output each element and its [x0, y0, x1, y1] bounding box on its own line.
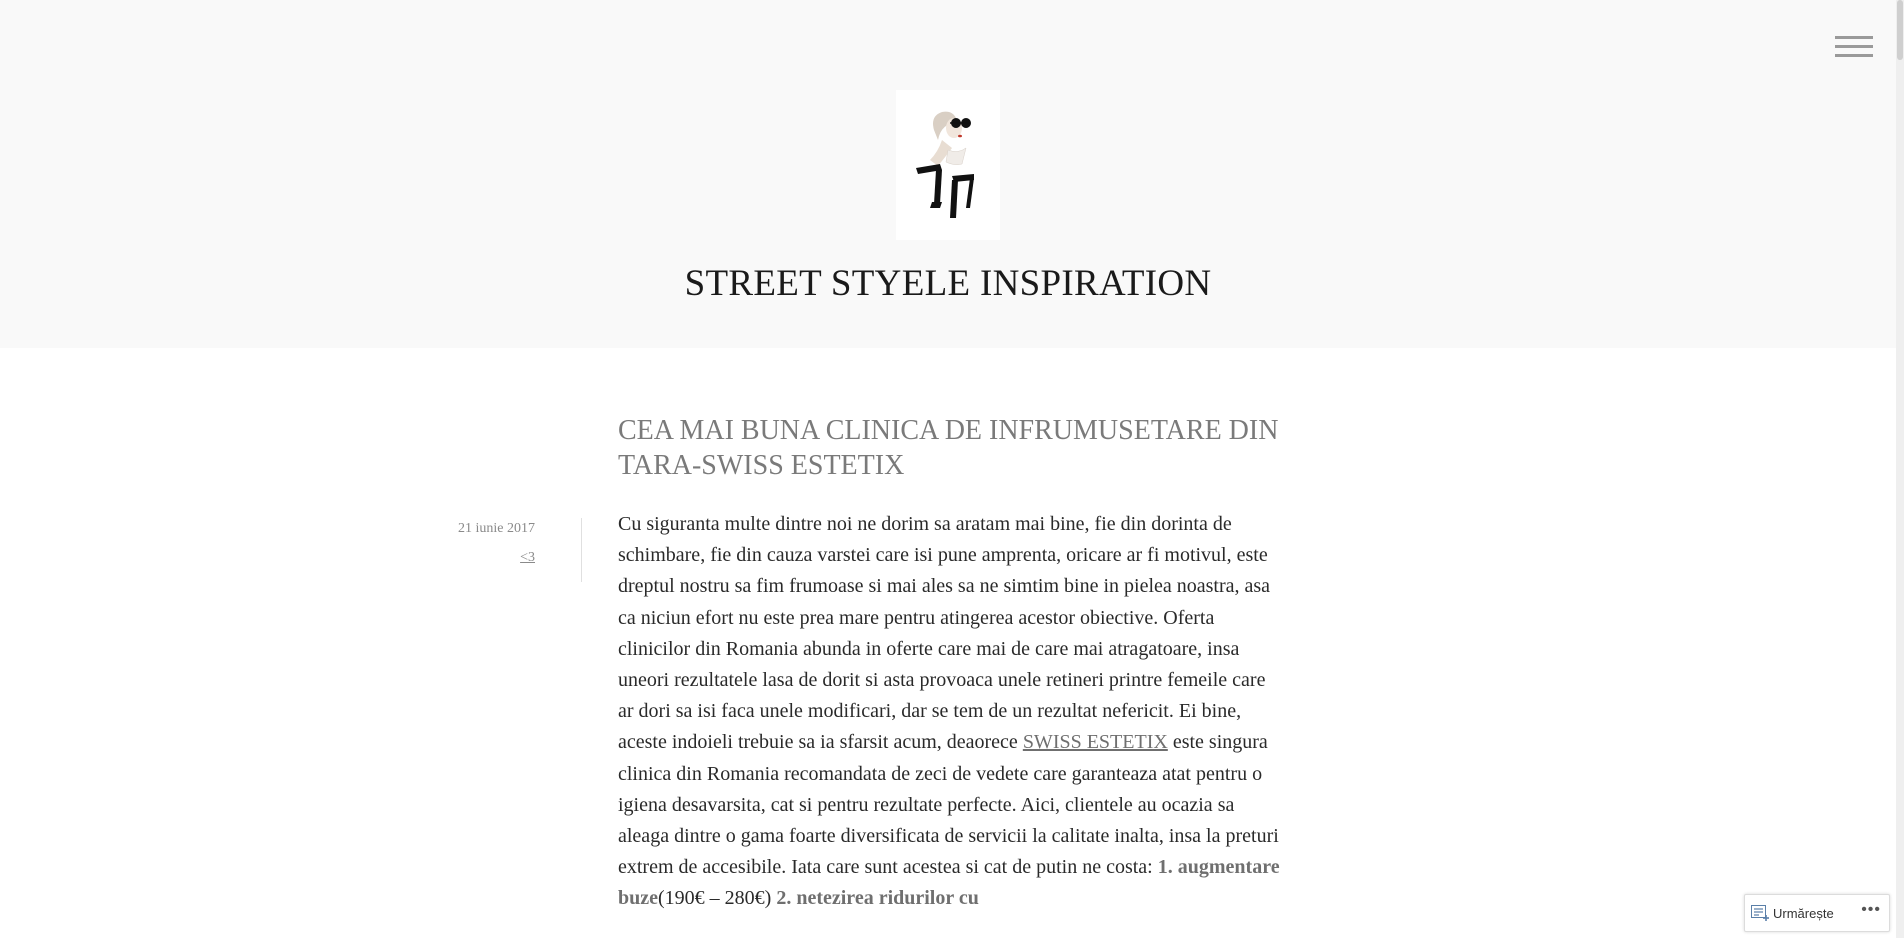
swiss-estetix-link[interactable]: SWISS ESTETIX [1022, 731, 1168, 754]
more-icon[interactable]: ••• [1861, 901, 1881, 918]
menu-icon-bar [1835, 54, 1873, 57]
post-meta [420, 518, 535, 566]
post-date[interactable]: 21 iunie 2017 [458, 521, 535, 536]
menu-icon-bar [1835, 36, 1873, 39]
fashion-illustration-icon [896, 90, 1000, 240]
site-title[interactable]: STREET STYELE INSPIRATION [684, 263, 1212, 304]
wrinkle-smoothing-link[interactable]: 2. netezirea ridurilor cu [776, 887, 979, 910]
menu-icon-bar [1835, 45, 1873, 48]
site-header [0, 0, 1904, 348]
site-logo[interactable] [896, 90, 1000, 240]
follow-label: Urmărește [1773, 905, 1834, 921]
follow-icon [1751, 905, 1769, 921]
meta-divider [581, 518, 582, 582]
menu-toggle-button[interactable] [1835, 36, 1873, 60]
follow-button[interactable] [1751, 903, 1834, 923]
post-body-text: este singura clinica din Romania recomandata de zeci de vedete care garanteaza atat pentru o igiena desavarsita, cat si pentru rezultate perfecte. Aici, clientele au ocazia sa aleaga dintre o gama foarte diversificata de servicii la calitate inalta, insa la preturi extrem de accesibile. Iata care sunt acestea si cat de putin ne costa: [618, 731, 1279, 879]
follow-widget [1744, 894, 1890, 932]
post-title[interactable]: CEA MAI BUNA CLINICA DE INFRUMUSETARE DIN TARA-SWISS ESTETIX [618, 415, 1279, 481]
price-text: (190€ – 280€) [658, 887, 777, 910]
lip-augmentation-link[interactable]: 1. augmentare buze [618, 856, 1280, 910]
post-body-text: Cu siguranta multe dintre noi ne dorim sa aratam mai bine, fie din dorinta de schimbare, fie din cauza varstei care isi pune amprenta, oricare ar fi motivul, este dreptul nostru sa fim frumoase si mai ales sa ne simtim bine in pielea noastra, asa ca niciun efort nu este prea mare pentru atingerea acestor obiective. Oferta clinicilor din Romania abunda in oferte care mai de care mai atragatoare, insa uneori rezultatele lasa de dorit si asta provoaca unele retineri printre femeile care ar dori sa isi faca unele modificari, dar se tem de un rezultat nefericit. Ei bine, aceste indoieli trebuie sa ia sfarsit acum, deaorece [618, 513, 1271, 754]
page-scrollbar[interactable] [1896, 0, 1904, 938]
comments-link[interactable]: <3 [520, 550, 535, 565]
post-content [618, 509, 1284, 915]
scrollbar-thumb[interactable] [1897, 0, 1903, 60]
